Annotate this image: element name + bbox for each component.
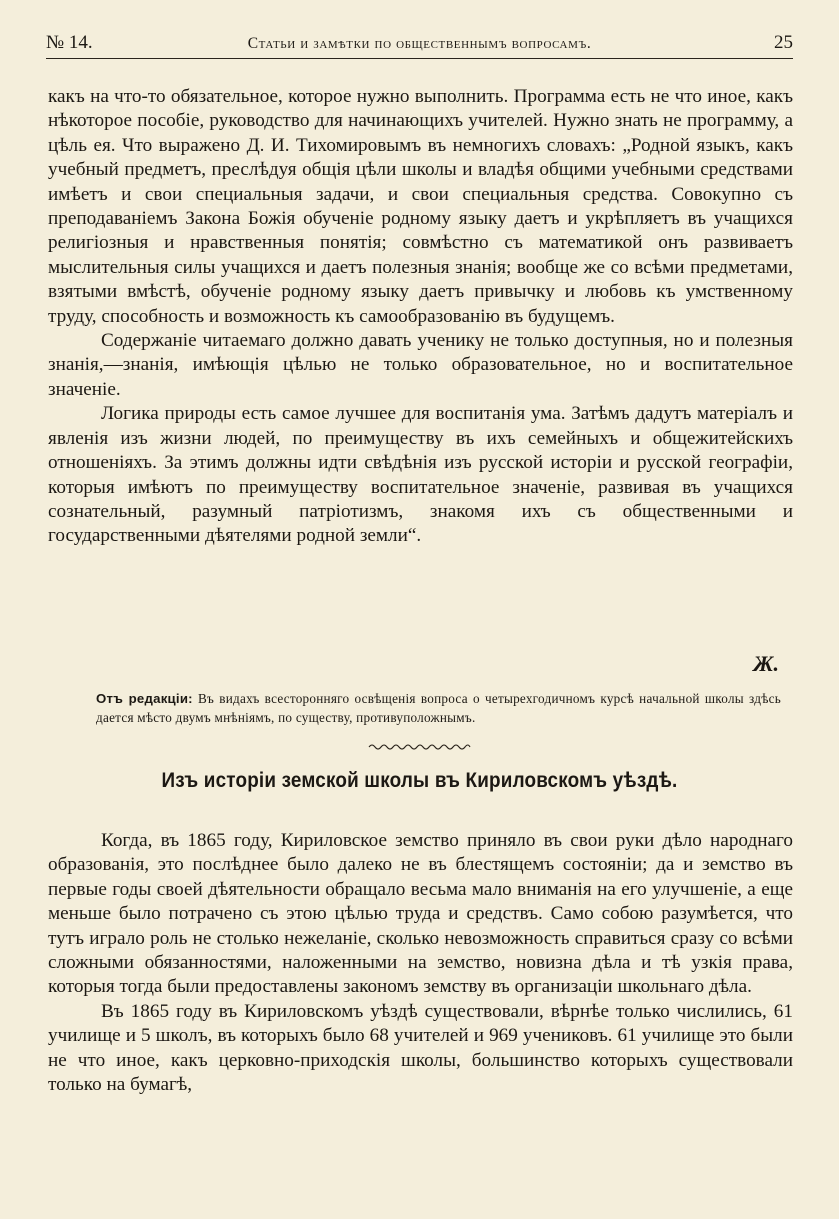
paragraph: Содержаніе читаемаго должно давать ученику не только доступныя, но и полезныя знанія,—знанія, имѣющія цѣлью не только образовательное, но и воспитательное значеніе. xyxy=(48,330,793,400)
editor-note-label: Отъ редакціи: xyxy=(96,691,193,706)
editor-note xyxy=(96,689,781,727)
page-number: 25 xyxy=(774,32,793,53)
paragraph: какъ на что-то обязательное, которое нужно выполнить. Программа есть не что иное, какъ нѣкоторое пособіе, руководство для начинающихъ учителей. Нужно знать не программу, а цѣль ея. Что выражено Д. И. Тихомировымъ въ немногихъ словахъ: „Родной языкъ, какъ учебный предметъ, преслѣдуя общія цѣли школы и владѣя общими учебными средствами имѣетъ и свои специальныя задачи, и свои специальныя средства. Совокупно съ преподаваніемъ Закона Божія обученіе родному языку даетъ и укрѣпляетъ въ учащихся религіозныя и нравственныя понятія; совмѣстно съ математикой онъ развиваетъ мыслительныя силы учащихся и даетъ полезныя знанія; вообще же со всѣми предметами, взятыми вмѣстѣ, обученіе родному языку даетъ привычку и любовь къ умственному труду, способность и возможность къ самообразованію въ будущемъ. xyxy=(48,86,793,327)
article-title: Изъ исторіи земской школы въ Кириловскомъ уѣздѣ. xyxy=(161,769,678,792)
wavy-divider-ornament xyxy=(368,742,471,752)
running-title: Статьи и замѣтки по общественнымъ вопросамъ. xyxy=(247,35,592,52)
article-body-2 xyxy=(48,829,793,1097)
editor-note-text: Въ видахъ всесторонняго освѣщенія вопроса о четырехгодичномъ курсѣ начальной школы здѣсь дается мѣсто двумъ мнѣніямъ, по существу, противуположнымъ. xyxy=(96,691,781,725)
author-signature: Ж. xyxy=(753,651,779,676)
issue-number: № 14. xyxy=(46,32,93,53)
running-head xyxy=(46,32,793,59)
paragraph: Въ 1865 году въ Кириловскомъ уѣздѣ существовали, вѣрнѣе только числились, 61 училище и 5 школъ, въ которыхъ было 68 учителей и 969 учениковъ. 61 училище это были не что иное, какъ церковно-приходскія школы, большинство которыхъ существовали только на бумагѣ, xyxy=(48,1000,793,1096)
paragraph: Когда, въ 1865 году, Кириловское земство приняло въ свои руки дѣло народнаго образованія, это послѣднее было далеко не въ блестящемъ состояніи; да и земство въ первые годы своей дѣятельности обращало весьма мало вниманія на его улучшеніе, а еще меньше было потрачено съ этою цѣлью труда и средствъ. Само собою разумѣется, что тутъ играло роль не столько нежеланіе, сколько невозможность справиться сразу со всѣми сложными обязанностями, наложенными на земство, новизна дѣла и тѣ узкія права, которыя тогда были предоставлены закономъ земству въ организаціи школьнаго дѣла. xyxy=(48,830,793,998)
paragraph: Логика природы есть самое лучшее для воспитанія ума. Затѣмъ дадутъ матеріалъ и явленія изъ жизни людей, по преимуществу въ ихъ семейныхъ и общежитейскихъ отношеніяхъ. За этимъ должны идти свѣдѣнія изъ русской исторіи и русской географіи, которыя имѣютъ по преимуществу воспитательное значеніе, развивая въ учащихся сознательный, разумный патріотизмъ, знакомя ихъ съ общественными и государственными дѣятелями родной земли“. xyxy=(48,403,793,547)
article-body-1 xyxy=(48,85,793,549)
